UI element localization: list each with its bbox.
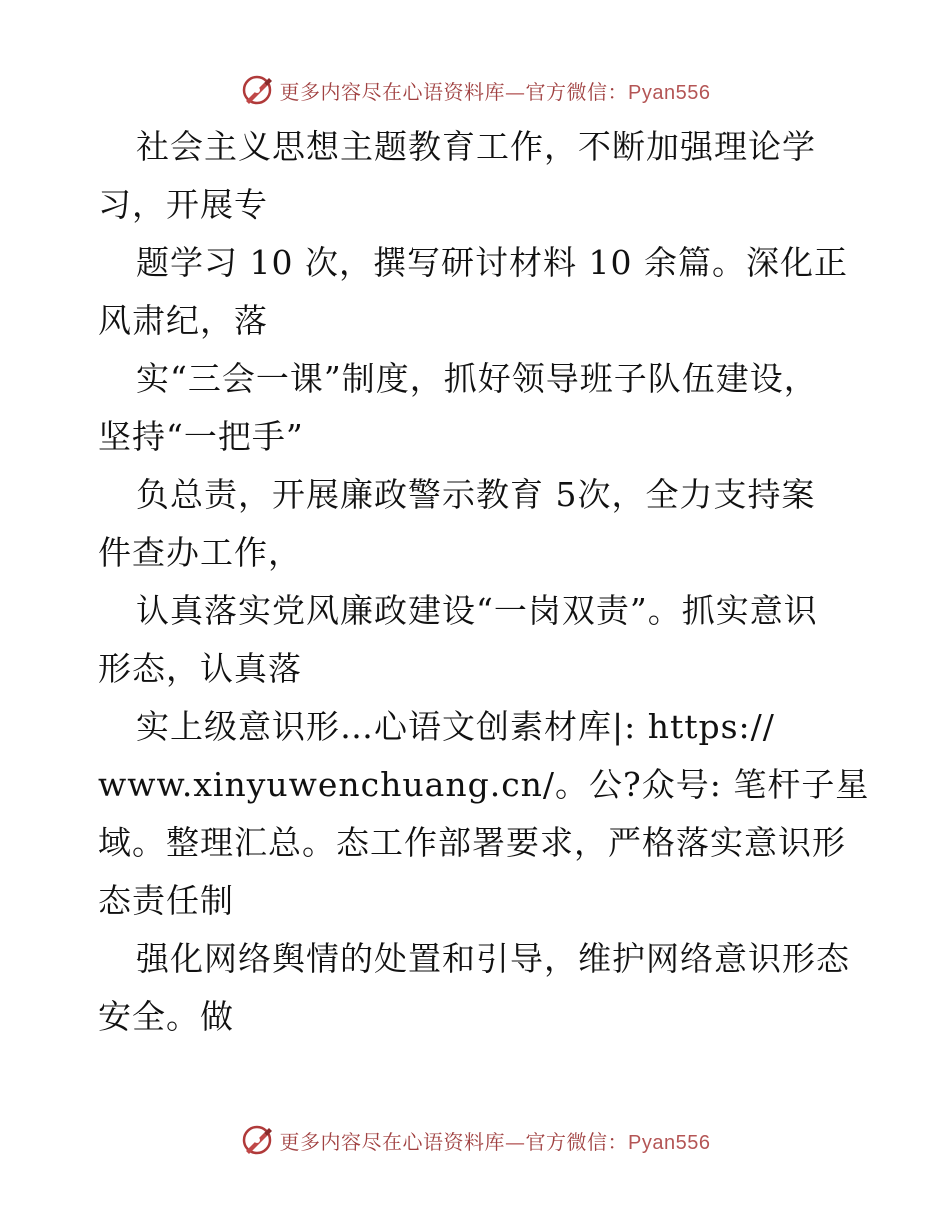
body-line: 认真落实党风廉政建设“一岗双责”。抓实意识 [136, 591, 818, 630]
pen-logo-icon [240, 1123, 274, 1157]
header-banner-wechat-label: 官方微信： [525, 79, 629, 104]
body-line: 实上级意识形…心语文创素材库|: https:// [136, 707, 775, 746]
footer-banner-title: 更多内容尽在心语资料库 [279, 1129, 506, 1154]
body-line: 件查办工作， [98, 533, 302, 572]
document-body [98, 118, 870, 1046]
footer-banner [0, 1120, 950, 1160]
header-banner-title: 更多内容尽在心语资料库 [279, 79, 506, 104]
body-line: 态责任制 [98, 881, 234, 920]
body-line: 负总责，开展廉政警示教育 5次，全力支持案 [136, 475, 816, 514]
body-line: 坚持“一把手” [98, 417, 304, 456]
body-line: 风肃纪，落 [98, 301, 268, 340]
body-line: 社会主义思想主题教育工作，不断加强理论学 [136, 127, 816, 166]
header-banner-wechat-id: Pyan556 [628, 81, 711, 104]
body-line: 习，开展专 [98, 185, 268, 224]
footer-banner-wechat-label: 官方微信： [525, 1129, 629, 1154]
body-line: 形态，认真落 [98, 649, 302, 688]
header-banner [0, 70, 950, 110]
pen-logo-icon [240, 73, 274, 107]
body-line: www.xinyuwenchuang.cn/。公?众号: 笔杆子星 [98, 765, 870, 804]
body-line: 题学习 10 次，撰写研讨材料 10 余篇。深化正 [136, 243, 848, 282]
header-banner-text [280, 76, 711, 105]
body-line: 安全。做 [98, 997, 234, 1036]
footer-banner-text [280, 1126, 711, 1155]
body-line: 实“三会一课”制度，抓好领导班子队伍建设， [136, 359, 818, 398]
body-line: 强化网络舆情的处置和引导，维护网络意识形态 [136, 939, 850, 978]
footer-banner-separator: — [505, 1129, 526, 1154]
footer-banner-wechat-id: Pyan556 [628, 1131, 711, 1154]
header-banner-separator: — [505, 79, 526, 104]
body-line: 域。整理汇总。态工作部署要求，严格落实意识形 [98, 823, 846, 862]
